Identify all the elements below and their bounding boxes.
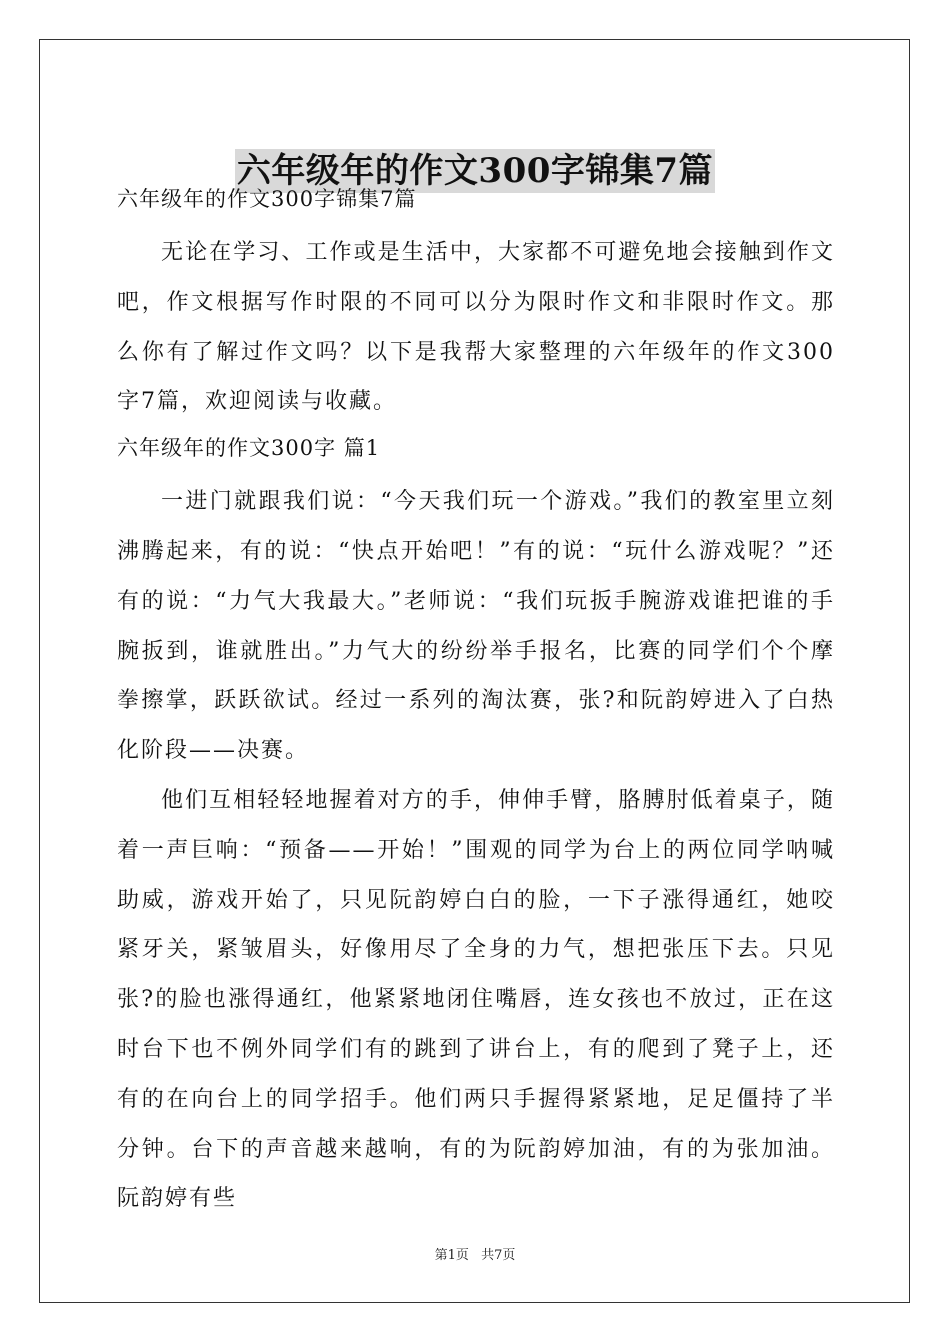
page-footer — [0, 1248, 950, 1264]
intro-paragraph: 无论在学习、工作或是生活中，大家都不可避免地会接触到作文吧，作文根据写作时限的不同可以分为限时作文和非限时作文。那么你有了解过作文吗？以下是我帮大家整理的六年级年的作文300字7篇，欢迎阅读与收藏。 — [117, 240, 835, 415]
page-total: 共7页 — [481, 1248, 516, 1263]
document-title: 六年级年的作文300字锦集7篇 — [236, 150, 714, 191]
document-body — [117, 178, 835, 1224]
subtitle-line: 六年级年的作文300字锦集7篇 — [117, 187, 417, 211]
page-number: 第1页 — [434, 1248, 469, 1263]
section-heading: 六年级年的作文300字 篇1 — [117, 436, 381, 461]
body-paragraph: 他们互相轻轻地握着对方的手，伸伸手臂，胳膊肘低着桌子，随着一声巨响：“预备——开始！”围观的同学为台上的两位同学呐喊助威，游戏开始了，只见阮韵婷白白的脸，一下子涨得通红，她咬紧牙关，紧皱眉头，好像用尽了全身的力气，想把张压下去。只见张?的脸也涨得通红，他紧紧地闭住嘴唇，连女孩也不放过，正在这时台下也不例外同学们有的跳到了讲台上，有的爬到了凳子上，还有的在向台上的同学招手。他们两只手握得紧紧地，足足僵持了半分钟。台下的声音越来越响，有的为阮韵婷加油，有的为张加油。阮韵婷有些 — [117, 787, 835, 1212]
body-paragraph: 一进门就跟我们说：“今天我们玩一个游戏。”我们的教室里立刻沸腾起来，有的说：“快点开始吧！”有的说：“玩什么游戏呢？”还有的说：“力气大我最大。”老师说：“我们玩扳手腕游戏谁把谁的手腕扳到，谁就胜出。”力气大的纷纷举手报名，比赛的同学们个个摩拳擦掌，跃跃欲试。经过一系列的淘汰赛，张?和阮韵婷进入了白热化阶段——决赛。 — [117, 489, 835, 764]
